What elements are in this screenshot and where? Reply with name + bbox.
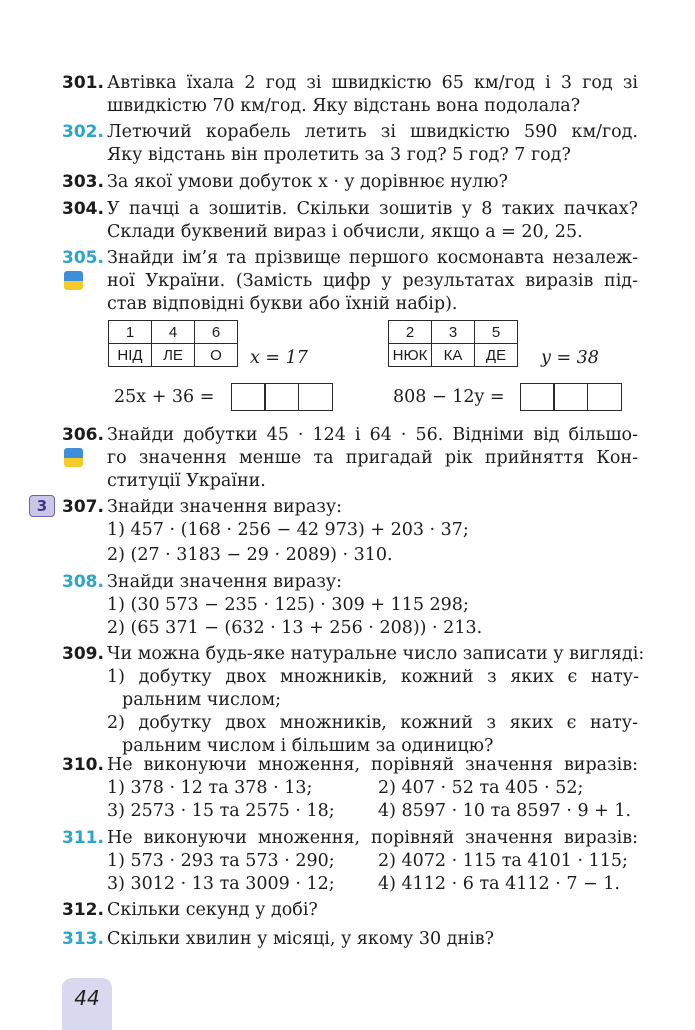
problem-310-line-1: Не виконуючи множення, порівняй значення виразів: <box>107 755 638 775</box>
answer-box <box>264 383 299 411</box>
page-number: 44 <box>62 978 112 1030</box>
answer-box <box>298 383 333 411</box>
problem-306-line-3: ституції України. <box>107 471 266 491</box>
cipher-number-cell: 2 <box>389 321 432 344</box>
answer-box <box>587 383 622 411</box>
problem-311-item-4: 4) 4112 · 6 та 4112 · 7 − 1. <box>378 874 620 894</box>
problem-number-307: 307. <box>62 497 104 517</box>
problem-number-305: 305. <box>62 248 104 268</box>
problem-number-306: 306. <box>62 425 104 445</box>
cipher-letter-cell: КА <box>432 344 475 367</box>
problem-number-313: 313. <box>62 929 104 949</box>
cipher-letter-cell: НІД <box>109 344 152 367</box>
expression-y: 808 − 12y = <box>393 387 505 407</box>
problem-301-line-1: Автівка їхала 2 год зі швидкістю 65 км/год і 3 год зі <box>107 73 638 93</box>
cipher-number-cell: 6 <box>195 321 238 344</box>
problem-309-line-1: Чи можна будь-яке натуральне число записати у вигляді: <box>107 644 645 664</box>
problem-306-line-1: Знайди добутки 45 · 124 і 64 · 56. Відніми від більшо- <box>107 425 638 445</box>
problem-310-item-4: 4) 8597 · 10 та 8597 · 9 + 1. <box>378 801 632 821</box>
cipher-letter-cell: ДЕ <box>475 344 518 367</box>
cipher-table-x <box>108 320 238 367</box>
problem-313-line-1: Скільки хвилин у місяці, у якому 30 днів? <box>107 929 494 949</box>
problem-309-line-2: 1) добутку двох множників, кожний з яких є нату- <box>107 667 639 687</box>
problem-309-line-4: 2) добутку двох множників, кожний з яких є нату- <box>107 713 638 733</box>
problem-310-item-3: 3) 2573 · 15 та 2575 · 18; <box>107 801 335 821</box>
problem-309-line-5: ральним числом і більшим за одиницю? <box>122 736 494 756</box>
problem-307-line-2: 1) 457 · (168 · 256 − 42 973) + 203 · 37; <box>107 520 469 540</box>
problem-305-line-1: Знайди ім’я та прізвище першого космонавта незалеж- <box>107 248 638 268</box>
problem-303-line-1: За якої умови добуток x · y дорівнює нулю? <box>107 172 508 192</box>
answer-box <box>520 383 555 411</box>
problem-311-item-3: 3) 3012 · 13 та 3009 · 12; <box>107 874 335 894</box>
problem-308-line-3: 2) (65 371 − (632 · 13 + 256 · 208)) · 213. <box>107 618 483 638</box>
cipher-number-cell: 5 <box>475 321 518 344</box>
problem-305-line-2: ної України. (Замість цифр у результатах виразів під- <box>107 271 638 291</box>
problem-number-309: 309. <box>62 644 104 664</box>
problem-311-line-1: Не виконуючи множення, порівняй значення виразів: <box>107 828 638 848</box>
cipher-letter-cell: ЛЕ <box>152 344 195 367</box>
expression-x: 25x + 36 = <box>114 387 215 407</box>
ukraine-flag-icon <box>64 271 83 290</box>
cipher-letter-cell: О <box>195 344 238 367</box>
answer-box <box>553 383 588 411</box>
problem-311-item-2: 2) 4072 · 115 та 4101 · 115; <box>378 851 628 871</box>
answer-boxes-y <box>521 383 622 411</box>
problem-306-line-2: го значення менше та пригадай рік прийняття Кон- <box>107 448 638 468</box>
problem-number-302: 302. <box>62 122 104 142</box>
problem-310-item-1: 1) 378 · 12 та 378 · 13; <box>107 778 313 798</box>
problem-302-line-2: Яку відстань він пролетить за 3 год? 5 год? 7 год? <box>107 145 571 165</box>
variable-x-value: x = 17 <box>250 348 308 368</box>
problem-307-line-3: 2) (27 · 3183 − 29 · 2089) · 310. <box>107 545 393 565</box>
problem-number-308: 308. <box>62 572 104 592</box>
answer-boxes-x <box>232 383 333 411</box>
cipher-letter-cell: НЮК <box>389 344 432 367</box>
problem-307-line-1: Знайди значення виразу: <box>107 497 343 517</box>
problem-305-line-3: став відповідні букви або їхній набір). <box>107 294 458 314</box>
problem-308-line-2: 1) (30 573 − 235 · 125) · 309 + 115 298; <box>107 595 469 615</box>
problem-311-item-1: 1) 573 · 293 та 573 · 290; <box>107 851 335 871</box>
ukraine-flag-icon <box>64 448 83 467</box>
cipher-number-cell: 3 <box>432 321 475 344</box>
problem-304-line-1: У пачці a зошитів. Скільки зошитів у 8 таких пачках? <box>107 199 638 219</box>
problem-312-line-1: Скільки секунд у добі? <box>107 900 318 920</box>
problem-309-line-3: ральним числом; <box>122 690 281 710</box>
cipher-table-y <box>388 320 518 367</box>
problem-number-301: 301. <box>62 73 104 93</box>
cipher-number-cell: 1 <box>109 321 152 344</box>
problem-302-line-1: Летючий корабель летить зі швидкістю 590 км/год. <box>107 122 638 142</box>
difficulty-level-badge: 3 <box>29 495 55 517</box>
problem-number-311: 311. <box>62 828 104 848</box>
answer-box <box>231 383 266 411</box>
problem-301-line-2: швидкістю 70 км/год. Яку відстань вона подолала? <box>107 96 581 116</box>
problem-304-line-2: Склади буквений вираз і обчисли, якщо a = 20, 25. <box>107 222 583 242</box>
problem-number-303: 303. <box>62 172 104 192</box>
problem-number-310: 310. <box>62 755 104 775</box>
problem-number-312: 312. <box>62 900 104 920</box>
cipher-number-cell: 4 <box>152 321 195 344</box>
problem-number-304: 304. <box>62 199 104 219</box>
problem-308-line-1: Знайди значення виразу: <box>107 572 343 592</box>
variable-y-value: y = 38 <box>541 348 599 368</box>
problem-310-item-2: 2) 407 · 52 та 405 · 52; <box>378 778 584 798</box>
